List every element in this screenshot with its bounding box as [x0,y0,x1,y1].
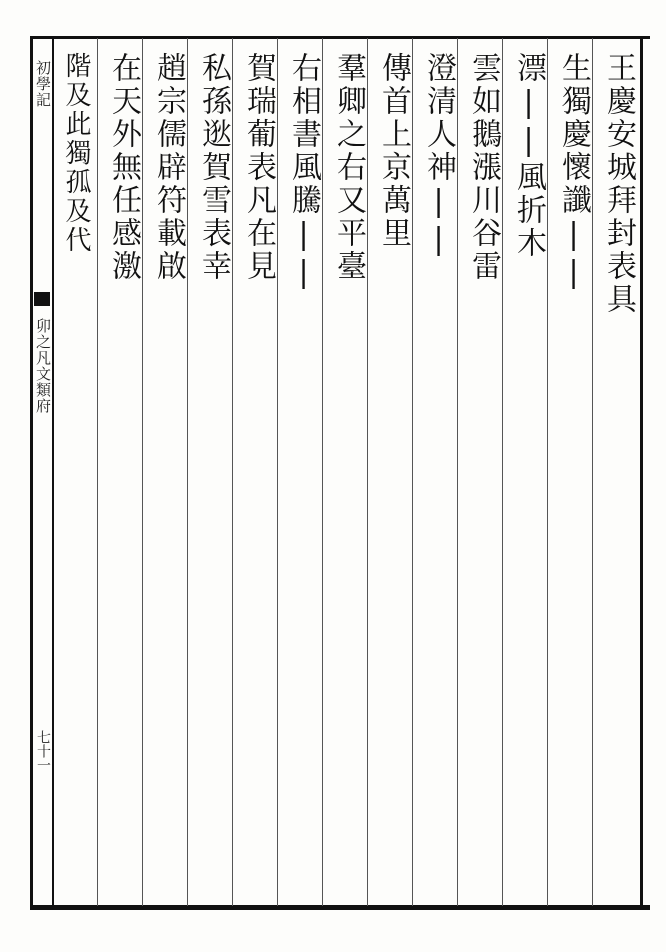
text-column-7: 羣卿之右又平臺 [331,52,366,283]
text-column-12: 在天外無任感激 [106,52,141,283]
text-column-2: 生獨慶懷讖|| [556,52,591,293]
text-column-3: 漂||風折木 [511,52,546,260]
margin-rule [52,36,54,910]
text-column-1: 王慶安城拜封表具 [601,52,636,316]
text-column-8: 右相書風騰|| [286,52,321,293]
fish-tail-mark [34,292,50,306]
text-column-4: 雲如鵝漲川谷雷 [466,52,501,283]
bottom-border [30,905,650,910]
text-column-10: 私孫逖賀雪表幸 [196,52,231,283]
text-column-11: 趙宗儒辟符載啟 [151,52,186,283]
column-rule [97,38,98,906]
margin-section-title: 卯之凡文類府 [34,318,52,414]
top-border [30,36,650,39]
text-column-6: 傳首上京萬里 [376,52,411,250]
text-column-13: 階及此獨孤及代 [61,52,91,255]
page-number: 七十一 [35,730,51,772]
right-border [640,36,643,910]
margin-book-title: 初學記 [34,60,52,108]
text-column-9: 賀瑞葡表凡在見 [241,52,276,283]
text-column-5: 澄清人神|| [421,52,456,260]
